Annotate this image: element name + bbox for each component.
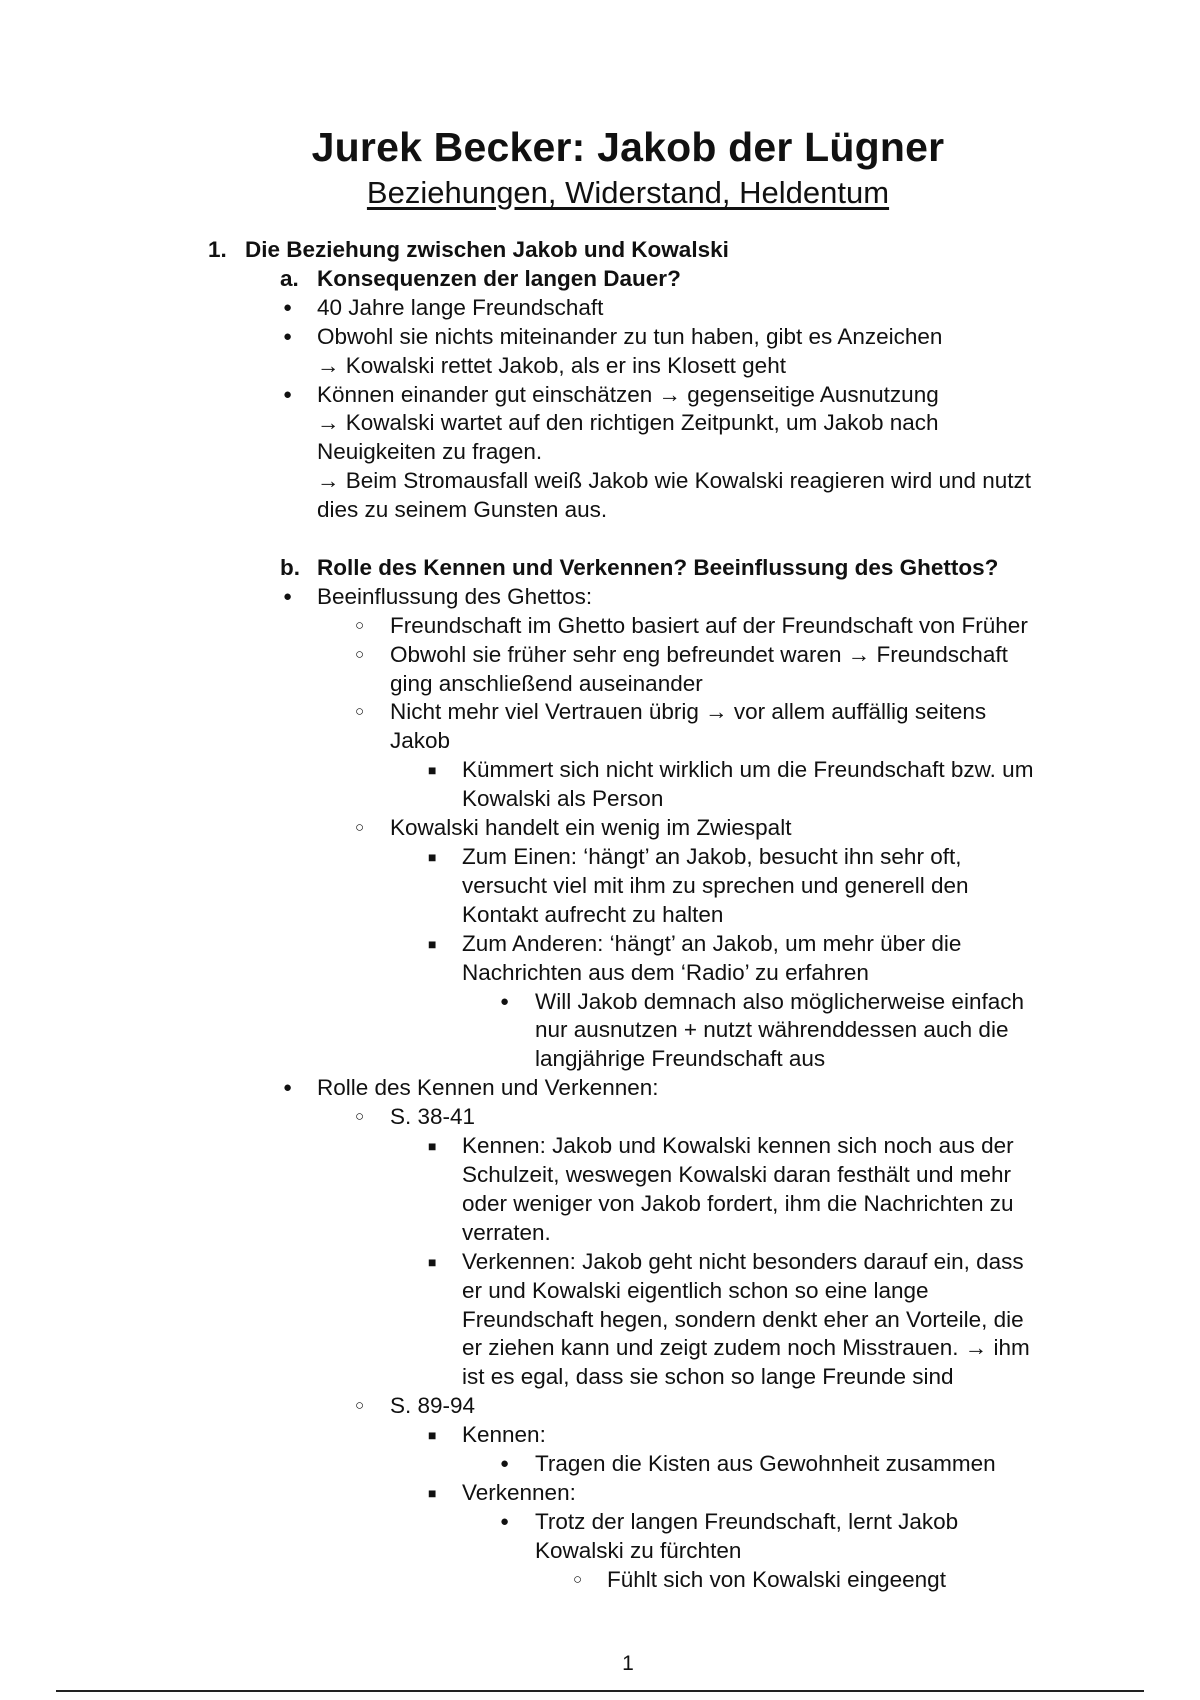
list-item: ○ Kowalski handelt ein wenig im Zwiespalt (0, 814, 1200, 843)
footer-divider (56, 1690, 1144, 1692)
section-title: Die Beziehung zwischen Jakob und Kowalski (245, 237, 729, 262)
list-item-continuation: er und Kowalski eigentlich schon so eine lange (462, 1277, 929, 1303)
bullet-disc-icon: ● (283, 327, 293, 345)
list-item: ○ Nicht mehr viel Vertrauen übrig → vor allem auffällig seitens (0, 698, 1200, 727)
bullet-circle-icon: ○ (355, 1397, 365, 1415)
list-item-continuation: oder weniger von Jakob fordert, ihm die Nachrichten zu (462, 1190, 1014, 1216)
list-item-continuation: Jakob (390, 728, 451, 754)
bullet-circle-icon: ○ (355, 616, 365, 634)
bullet-square-icon: ■ (428, 1253, 437, 1270)
bullet-circle-icon: ○ (355, 1108, 365, 1126)
subsection-heading (0, 554, 1200, 583)
list-item: ● Obwohl sie nichts miteinander zu tun haben, gibt es Anzeichen (0, 323, 1200, 352)
list-item: ● Trotz der langen Freundschaft, lernt Jakob (0, 1508, 1200, 1537)
subsection-heading (0, 265, 1200, 294)
list-item: ● Beeinflussung des Ghettos: (0, 583, 1200, 612)
list-item: ● Will Jakob demnach also möglicherweise einfach (0, 988, 1200, 1017)
list-item: ○ S. 89-94 (0, 1392, 1200, 1421)
subsection-letter: a. (280, 265, 299, 291)
list-item-continuation: Kowalski zu fürchten (535, 1537, 742, 1563)
list-item-continuation: nur ausnutzen + nutzt währenddessen auch die (535, 1017, 1009, 1043)
list-item-continuation: Freundschaft hegen, sondern denkt eher an Vorteile, die (462, 1306, 1024, 1332)
bullet-circle-icon: ○ (355, 819, 365, 837)
document-title: Jurek Becker: Jakob der Lügner (311, 124, 945, 170)
section-heading (0, 236, 1200, 265)
list-item-continuation: langjährige Freundschaft aus (535, 1046, 826, 1072)
list-item: ■ Verkennen: Jakob geht nicht besonders darauf ein, dass (0, 1248, 1200, 1277)
list-item: ○ Freundschaft im Ghetto basiert auf der Freundschaft von Früher (0, 612, 1200, 641)
list-item-continuation: Kowalski als Person (462, 786, 664, 812)
bullet-square-icon: ■ (428, 935, 437, 952)
bullet-square-icon: ■ (428, 1138, 437, 1155)
list-item-continuation: verraten. (462, 1219, 551, 1245)
section-number: 1. (208, 237, 227, 262)
subsection-title: Rolle des Kennen und Verkennen? Beeinflussung des Ghettos? (317, 554, 999, 580)
list-item-continuation: Schulzeit, weswegen Kowalski daran festhält und mehr (462, 1161, 1012, 1187)
spacer (0, 525, 1200, 554)
list-item: ■ Zum Einen: ‘hängt’ an Jakob, besucht ihn sehr oft, (0, 843, 1200, 872)
bullet-square-icon: ■ (428, 849, 437, 866)
bullet-square-icon: ■ (428, 1484, 437, 1501)
page-number: 1 (622, 1652, 634, 1675)
document-body (0, 236, 1200, 1595)
list-item-continuation: versucht viel mit ihm zu sprechen und generell den (462, 872, 969, 898)
bullet-disc-icon: ● (283, 1079, 293, 1097)
list-item-continuation: Kontakt aufrecht zu halten (462, 901, 724, 927)
bullet-square-icon: ■ (428, 762, 437, 779)
list-item: ■ Verkennen: (0, 1479, 1200, 1508)
bullet-disc-icon: ● (500, 992, 510, 1010)
bullet-circle-icon: ○ (573, 1570, 583, 1588)
list-item: ■ Zum Anderen: ‘hängt’ an Jakob, um mehr über die (0, 930, 1200, 959)
list-item-continuation: Neuigkeiten zu fragen. (317, 439, 543, 465)
list-item: ■ Kennen: (0, 1421, 1200, 1450)
list-item: ○ Obwohl sie früher sehr eng befreundet waren → Freundschaft (0, 641, 1200, 670)
bullet-disc-icon: ● (500, 1455, 510, 1473)
list-item: ○ S. 38-41 (0, 1103, 1200, 1132)
list-item: ● 40 Jahre lange Freundschaft (0, 294, 1200, 323)
document-subtitle: Beziehungen, Widerstand, Heldentum (366, 175, 890, 210)
list-item-continuation: → Kowalski wartet auf den richtigen Zeitpunkt, um Jakob nach (317, 410, 939, 436)
list-item: ○ Fühlt sich von Kowalski eingeengt (0, 1566, 1200, 1595)
bullet-disc-icon: ● (283, 385, 293, 403)
bullet-disc-icon: ● (283, 298, 293, 316)
bullet-square-icon: ■ (428, 1427, 437, 1444)
list-item-continuation: → Kowalski rettet Jakob, als er ins Klosett geht (317, 352, 786, 378)
list-item-continuation: Nachrichten aus dem ‘Radio’ zu erfahren (462, 959, 869, 985)
list-item: ■ Kümmert sich nicht wirklich um die Freundschaft bzw. um (0, 756, 1200, 785)
list-item: ■ Kennen: Jakob und Kowalski kennen sich noch aus der (0, 1132, 1200, 1161)
list-item-continuation: dies zu seinem Gunsten aus. (317, 497, 608, 523)
bullet-disc-icon: ● (283, 587, 293, 605)
bullet-circle-icon: ○ (355, 645, 365, 663)
subsection-title: Konsequenzen der langen Dauer? (317, 265, 681, 291)
bullet-disc-icon: ● (500, 1512, 510, 1530)
subsection-letter: b. (280, 554, 300, 580)
list-item-continuation: → Beim Stromausfall weiß Jakob wie Kowalski reagieren wird und nutzt (317, 468, 1032, 494)
list-item: ● Können einander gut einschätzen → gegenseitige Ausnutzung (0, 381, 1200, 410)
bullet-circle-icon: ○ (355, 703, 365, 721)
list-item-continuation: er ziehen kann und zeigt zudem noch Misstrauen. → ihm (462, 1335, 1030, 1361)
list-item-continuation: ging anschließend auseinander (390, 670, 703, 696)
list-item: ● Tragen die Kisten aus Gewohnheit zusammen (0, 1450, 1200, 1479)
list-item-continuation: ist es egal, dass sie schon so lange Freunde sind (462, 1364, 954, 1390)
list-item: ● Rolle des Kennen und Verkennen: (0, 1074, 1200, 1103)
